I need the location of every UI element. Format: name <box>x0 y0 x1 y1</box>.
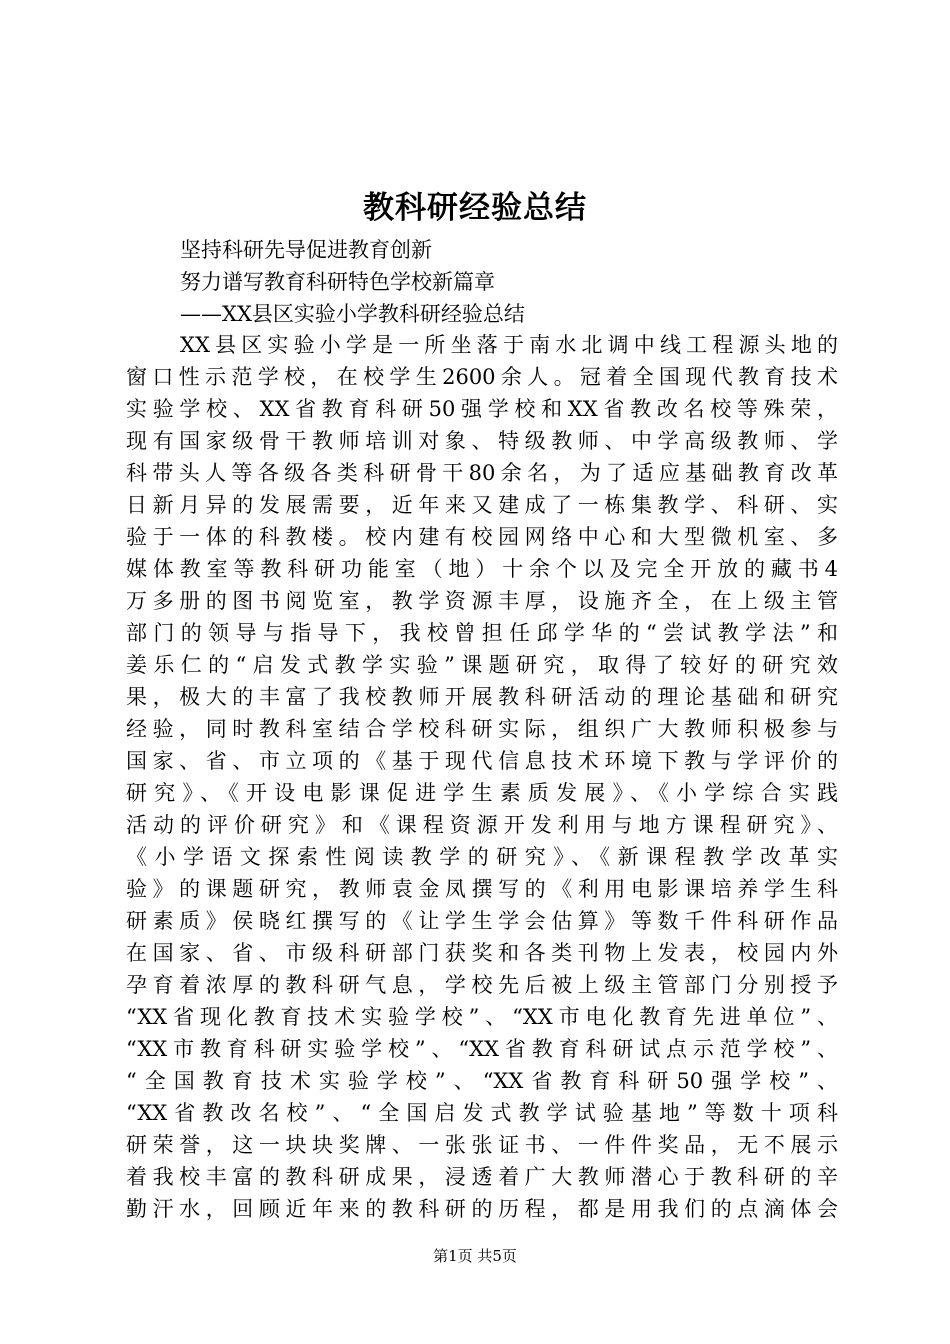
body-line: 果，极大的丰富了我校教师开展教科研活动的理论基础和研究 <box>126 685 838 709</box>
body-line: 现有国家级骨干教师培训对象、特级教师、中学高级教师、学 <box>126 429 838 453</box>
subtitle-line-2: 努力谱写教育科研特色学校新篇章 <box>180 270 495 294</box>
document-title: 教科研经验总结 <box>363 190 587 226</box>
body-paragraph <box>126 329 838 1225</box>
page-indicator: 第1页 共5页 <box>433 1247 517 1265</box>
body-line: 在国家、省、市级科研部门获奖和各类刊物上发表，校园内外 <box>126 941 838 965</box>
body-line: “XX市教育科研实验学校”、“XX省教育科研试点示范学校”、 <box>126 1037 838 1061</box>
body-line: 实验学校、XX省教育科研50强学校和XX省教改名校等殊荣， <box>126 397 838 421</box>
body-line: 研荣誉，这一块块奖牌、一张张证书、一件件奖品，无不展示 <box>126 1133 838 1157</box>
body-line: 《小学语文探索性阅读教学的研究》、《新课程教学改革实 <box>126 845 838 869</box>
body-line: 孕育着浓厚的教科研气息，学校先后被上级主管部门分别授予 <box>126 973 838 997</box>
body-line: XX县区实验小学是一所坐落于南水北调中线工程源头地的 <box>180 333 838 357</box>
body-line: 研素质》侯晓红撰写的《让学生学会估算》等数千件科研作品 <box>126 909 838 933</box>
body-line: 验》的课题研究，教师袁金凤撰写的《利用电影课培养学生科 <box>126 877 838 901</box>
body-line: 姜乐仁的“启发式教学实验”课题研究，取得了较好的研究效 <box>126 653 838 677</box>
body-line: 活动的评价研究》和《课程资源开发利用与地方课程研究》、 <box>126 813 838 837</box>
body-line: “XX省教改名校”、“全国启发式教学试验基地”等数十项科 <box>126 1101 838 1125</box>
body-line: 部门的领导与指导下，我校曾担任邱学华的“尝试教学法”和 <box>126 621 838 645</box>
body-line: 媒体教室等教科研功能室（地）十余个以及完全开放的藏书4 <box>126 557 838 581</box>
body-line: 万多册的图书阅览室，教学资源丰厚，设施齐全，在上级主管 <box>126 589 838 613</box>
body-line: “XX省现化教育技术实验学校”、“XX市电化教育先进单位”、 <box>126 1005 838 1029</box>
body-line: 国家、省、市立项的《基于现代信息技术环境下教与学评价的 <box>126 749 838 773</box>
body-line: 科带头人等各级各类科研骨干80余名，为了适应基础教育改革 <box>126 461 838 485</box>
body-line: 窗口性示范学校，在校学生2600余人。冠着全国现代教育技术 <box>126 365 838 389</box>
body-line: 研究》、《开设电影课促进学生素质发展》、《小学综合实践 <box>126 781 838 805</box>
body-line: 日新月异的发展需要，近年来又建成了一栋集教学、科研、实 <box>126 493 838 517</box>
subtitle-line-3: ——XX县区实验小学教科研经验总结 <box>180 302 525 326</box>
body-line: 经验，同时教科室结合学校科研实际，组织广大教师积极参与 <box>126 717 838 741</box>
subtitle-line-1: 坚持科研先导促进教育创新 <box>180 238 432 262</box>
body-line: 着我校丰富的教科研成果，浸透着广大教师潜心于教科研的辛 <box>126 1165 838 1189</box>
body-line: “全国教育技术实验学校”、“XX省教育科研50强学校”、 <box>126 1069 838 1093</box>
body-line: 验于一体的科教楼。校内建有校园网络中心和大型微机室、多 <box>126 525 838 549</box>
body-line: 勤汗水，回顾近年来的教科研的历程，都是用我们的点滴体会 <box>126 1197 838 1221</box>
